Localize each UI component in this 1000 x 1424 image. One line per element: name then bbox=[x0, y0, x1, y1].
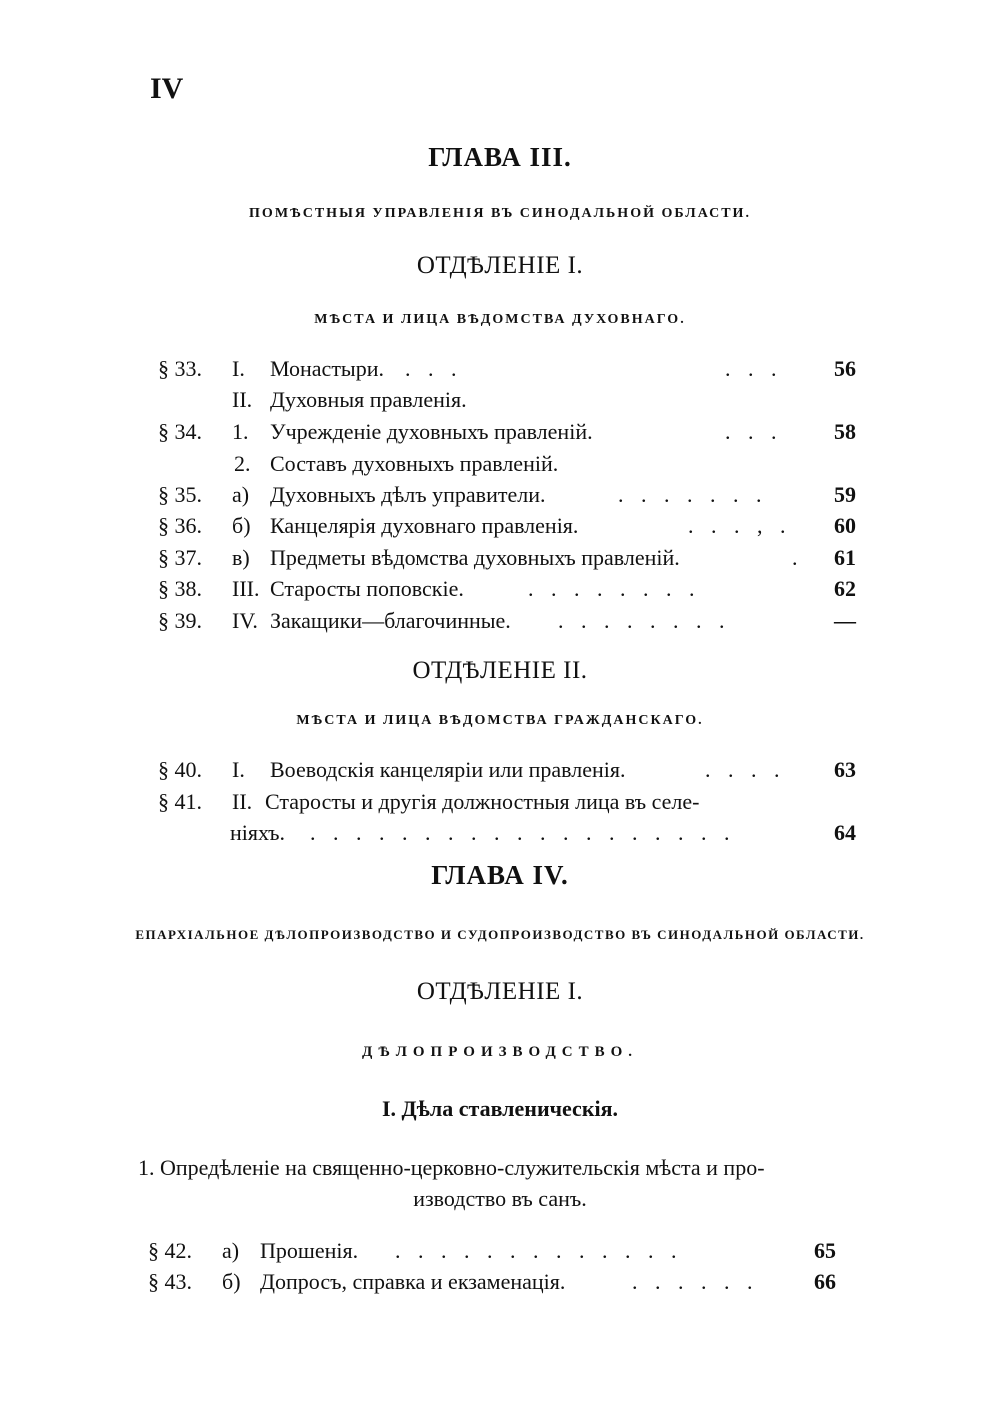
toc-page-ref: 64 bbox=[834, 820, 856, 845]
toc-entry-title: ніяхъ. bbox=[230, 820, 286, 845]
section-1-subtitle: МѢСТА И ЛИЦА ВѢДОМСТВА ДУХОВНАГО. bbox=[314, 312, 686, 327]
toc-entry bbox=[150, 606, 860, 636]
toc-entry-number: б) bbox=[222, 1269, 241, 1294]
toc-entry-title: Духовныя правленія. bbox=[270, 387, 467, 412]
page-number: IV bbox=[150, 72, 184, 105]
toc-entry bbox=[150, 449, 860, 479]
chapter-3-subtitle: ПОМѢСТНЫЯ УПРАВЛЕНІЯ ВЪ СИНОДАЛЬНОЙ ОБЛАСТИ. bbox=[249, 206, 751, 221]
section-2-subtitle: МѢСТА И ЛИЦА ВѢДОМСТВА ГРАЖДАНСКАГО. bbox=[296, 713, 704, 728]
toc-entry-number: 2. bbox=[234, 451, 251, 476]
toc-page-ref: 61 bbox=[834, 545, 856, 570]
toc-entry bbox=[150, 354, 860, 384]
chapter-3-title: ГЛАВА III. bbox=[428, 142, 572, 172]
toc-section-mark: § 40. bbox=[158, 757, 202, 782]
toc-entry-title: Закащики—благочинные. bbox=[270, 608, 511, 633]
toc-entry-number: в) bbox=[232, 545, 250, 570]
toc-leader-dots: . . . . . . . . . . . . . . . . . . . bbox=[310, 820, 736, 845]
chapter-4-section-1-subtitle: ДѢЛОПРОИЗВОДСТВО. bbox=[361, 1044, 639, 1060]
toc-section-mark: § 33. bbox=[158, 356, 202, 381]
toc-section-mark: § 42. bbox=[148, 1238, 192, 1263]
toc-leader-dots: . . . bbox=[725, 356, 783, 381]
toc-section-mark: § 36. bbox=[158, 513, 202, 538]
toc-entry-title: Канцелярія духовнаго правленія. bbox=[270, 513, 579, 538]
toc-page-ref: 58 bbox=[834, 419, 856, 444]
chapter-4-title: ГЛАВА IV. bbox=[431, 860, 569, 890]
chapter-4-section-1-title: ОТДѢЛЕНІЕ I. bbox=[416, 978, 584, 1005]
toc-leader-dots: . . . . . . bbox=[632, 1269, 759, 1294]
part-heading: I. Дѣла ставленическія. bbox=[381, 1096, 619, 1121]
definition-line: 1. Опредѣленіе на священно-церковно-служительскія мѣста и про- bbox=[138, 1155, 765, 1180]
toc-section-mark: § 35. bbox=[158, 482, 202, 507]
toc-entry-title: Прошенія. bbox=[260, 1238, 359, 1263]
toc-leader-dots: . . . bbox=[405, 356, 463, 381]
toc-entry-number: II. bbox=[232, 387, 253, 412]
toc-entry-title: Составъ духовныхъ правленій. bbox=[270, 451, 559, 476]
toc-entry bbox=[150, 385, 860, 415]
toc-page-ref: — bbox=[834, 608, 856, 633]
toc-page-ref: 63 bbox=[834, 757, 856, 782]
toc-entry-number: I. bbox=[232, 356, 245, 381]
toc-entry-title: Предметы вѣдомства духовныхъ правленій. bbox=[270, 545, 680, 570]
toc-entry-title: Учрежденіе духовныхъ правленій. bbox=[270, 419, 593, 444]
toc-entry bbox=[150, 417, 860, 447]
toc-page-ref: 62 bbox=[834, 576, 856, 601]
toc-entry bbox=[150, 480, 860, 510]
toc-page-ref: 60 bbox=[834, 513, 856, 538]
toc-entry-number: III. bbox=[232, 576, 260, 601]
chapter-4-subtitle: ЕПАРХІАЛЬНОЕ ДѢЛОПРОИЗВОДСТВО И СУДОПРОИЗВОДСТВО ВЪ СИНОДАЛЬНОЙ ОБЛАСТИ. bbox=[135, 927, 865, 942]
toc-section-mark: § 39. bbox=[158, 608, 202, 633]
toc-entry-number: IV. bbox=[232, 608, 258, 633]
toc-entry bbox=[140, 1267, 850, 1297]
toc-leader-dots: . . . . . . . . . . . . . bbox=[395, 1238, 683, 1263]
section-1-title: ОТДѢЛЕНІЕ I. bbox=[416, 252, 584, 279]
toc-entry-number: б) bbox=[232, 513, 251, 538]
toc-section-mark: § 38. bbox=[158, 576, 202, 601]
toc-section-mark: § 37. bbox=[158, 545, 202, 570]
toc-section-mark: § 34. bbox=[158, 419, 202, 444]
toc-entry bbox=[150, 787, 860, 817]
toc-page-ref: 66 bbox=[814, 1269, 836, 1294]
definition-line: изводство въ санъ. bbox=[413, 1186, 587, 1211]
toc-leader-dots: . . . . . . . . bbox=[558, 608, 731, 633]
toc-entry-number: I. bbox=[232, 757, 245, 782]
toc-entry-number: 1. bbox=[232, 419, 249, 444]
toc-leader-dots: . . . . bbox=[705, 757, 786, 782]
toc-entry bbox=[150, 511, 860, 541]
toc-entry-title: Старосты и другія должностныя лица въ селе- bbox=[265, 789, 700, 814]
toc-entry bbox=[150, 755, 860, 785]
toc-entry-title: Духовныхъ дѣлъ управители. bbox=[270, 482, 546, 507]
toc-leader-dots: . . . . . . . bbox=[618, 482, 768, 507]
toc-page-ref: 59 bbox=[834, 482, 856, 507]
toc-section-mark: § 41. bbox=[158, 789, 202, 814]
toc-entry-title: Воеводскія канцеляріи или правленія. bbox=[270, 757, 626, 782]
toc-entry-title: Допросъ, справка и екзаменація. bbox=[260, 1269, 566, 1294]
toc-entry bbox=[140, 1236, 850, 1266]
toc-page-ref: 65 bbox=[814, 1238, 836, 1263]
toc-leader-dots: . . . bbox=[725, 419, 783, 444]
toc-leader-dots: . . . , . bbox=[688, 513, 792, 538]
toc-leader-dots: . . . . . . . . bbox=[528, 576, 701, 601]
toc-entry bbox=[150, 818, 860, 848]
toc-entry-number: а) bbox=[232, 482, 250, 507]
toc-section-mark: § 43. bbox=[148, 1269, 192, 1294]
toc-entry-number: а) bbox=[222, 1238, 240, 1263]
toc-leader-dots: . bbox=[792, 545, 804, 570]
toc-entry-title: Старосты поповскіе. bbox=[270, 576, 464, 601]
section-2-title: ОТДѢЛЕНІЕ II. bbox=[412, 657, 588, 684]
toc-page-ref: 56 bbox=[834, 356, 856, 381]
toc-entry-number: II. bbox=[232, 789, 253, 814]
toc-entry bbox=[150, 574, 860, 604]
toc-entry-title: Монастыри. bbox=[270, 356, 384, 381]
toc-entry bbox=[150, 543, 860, 573]
